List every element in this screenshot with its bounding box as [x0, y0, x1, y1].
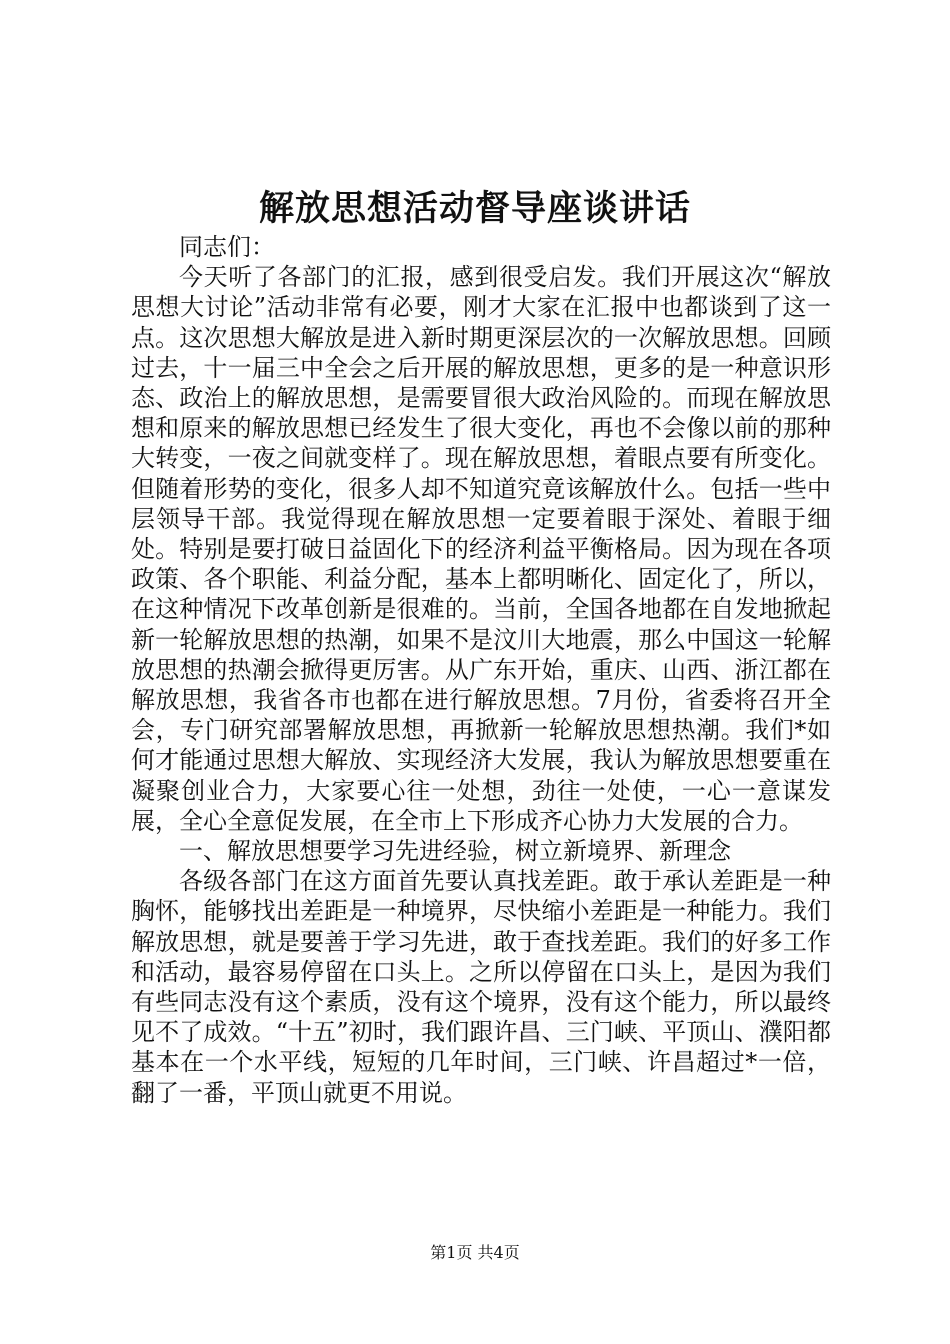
section-heading-1: 一、解放思想要学习先进经验，树立新境界、新理念: [179, 837, 731, 866]
paragraph-intro: 今天听了各部门的汇报，感到很受启发。我们开展这次“解放思想大讨论”活动非常有必要，刚才大家在汇报中也都谈到了这一点。这次思想大解放是进入新时期更深层次的一次解放思想。回顾过去，十一届三中全会之后开展的解放思想，更多的是一种意识形态、政治上的解放思想，是需要冒很大政治风险的。而现在解放思想和原来的解放思想已经发生了很大变化，再也不会像以前的那种大转变，一夜之间就变样了。现在解放思想，着眼点要有所变化。但随着形势的变化，很多人却不知道究竟该解放什么。包括一些中层领导干部。我觉得现在解放思想一定要着眼于深处、着眼于细处。特别是要打破日益固化下的经济利益平衡格局。因为现在各项政策、各个职能、利益分配，基本上都明晰化、固定化了，所以，在这种情况下改革创新是很难的。当前，全国各地都在自发地掀起新一轮解放思想的热潮，如果不是汶川大地震，那么中国这一轮解放思想的热潮会掀得更厉害。从广东开始，重庆、山西、浙江都在解放思想，我省各市也都在进行解放思想。7月份，省委将召开全会，专门研究部署解放思想，再掀新一轮解放思想热潮。我们*如何才能通过思想大解放、实现经济大发展，我认为解放思想要重在凝聚创业合力，大家要心往一处想，劲往一处使，一心一意谋发展，全心全意促发展，在全市上下形成齐心协力大发展的合力。: [131, 263, 831, 835]
document-title: 解放思想活动督导座谈讲话: [258, 188, 691, 229]
document-body: [131, 232, 831, 1108]
page-footer: 第1页 共4页: [430, 1243, 520, 1262]
paragraph-section-1: 各级各部门在这方面首先要认真找差距。敢于承认差距是一种胸怀，能够找出差距是一种境界，尽快缩小差距是一种能力。我们解放思想，就是要善于学习先进，敢于查找差距。我们的好多工作和活动，最容易停留在口头上。之所以停留在口头上，是因为我们有些同志没有这个素质，没有这个境界，没有这个能力，所以最终见不了成效。“十五”初时，我们跟许昌、三门峡、平顶山、濮阳都基本在一个水平线，短短的几年时间，三门峡、许昌超过*一倍，翻了一番，平顶山就更不用说。: [131, 867, 831, 1107]
salutation: 同志们：: [179, 233, 275, 261]
